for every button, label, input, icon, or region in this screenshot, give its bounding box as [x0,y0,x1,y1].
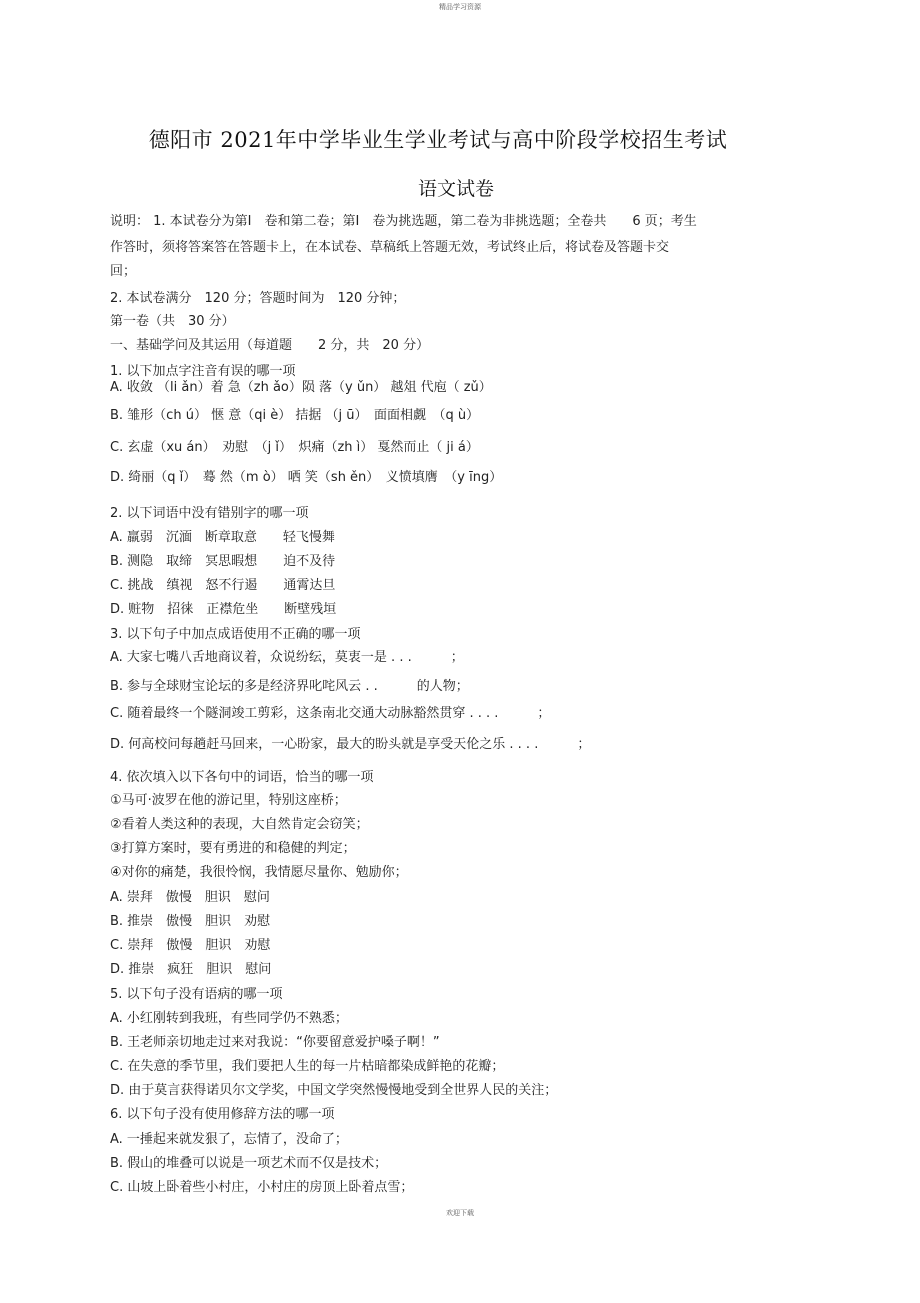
exam-line: ④对你的痛楚，我很怜悯，我情愿尽量你、勉励你； [110,865,408,880]
exam-line: 一、基础学问及其运用（每道题 2 分，共 20 分） [110,338,430,353]
exam-line: C. 挑战 缜视 怒不行遏 通霄达旦 [110,578,336,593]
exam-line: D. 赃物 招徕 正襟危坐 断壁残垣 [110,602,337,617]
exam-line: 第一卷（共 30 分） [110,314,235,329]
exam-line: 6. 以下句子没有使用修辞方法的哪一项 [110,1107,335,1122]
exam-line: D. 何高校问每趟赶马回来，一心盼家，最大的盼头就是享受天伦之乐 . . . . ； [110,737,591,752]
exam-line: C. 玄虚（xu án） 劝慰 （j ǐ） 炽痛（zh ì） 戛然而止（ ji á） [110,440,479,455]
exam-line: 作答时，须将答案答在答题卡上，在本试卷、草稿纸上答题无效，考试终止后，将试卷及答题卡交 [110,240,670,255]
page-footer: 欢迎下载 [446,1209,474,1217]
exam-line: ③打算方案时，要有勇进的和稳健的判定； [110,841,356,856]
exam-line: B. 假山的堆叠可以说是一项艺术而不仅是技术； [110,1156,388,1171]
exam-title: 德阳市 2021年中学毕业生学业考试与高中阶段学校招生考试 [148,128,728,152]
exam-subtitle: 语文试卷 [417,178,494,200]
exam-line: 1. 以下加点字注音有误的哪一项 [110,364,296,379]
exam-line: B. 推崇 傲慢 胆识 劝慰 [110,914,271,929]
exam-line: D. 绮丽（q ǐ） 蓦 然（m ò） 哂 笑（sh ěn） 义愤填膺 （y īng） [110,470,503,485]
exam-line: A. 崇拜 傲慢 胆识 慰问 [110,890,270,905]
exam-line: A. 羸弱 沉湎 断章取意 轻飞慢舞 [110,530,335,545]
exam-line: 说明： 1. 本试卷分为第Ⅰ 卷和第二卷；第Ⅰ 卷为挑选题，第二卷为非挑选题；全卷共 6 页；考生 [110,214,697,229]
exam-line: 2. 以下词语中没有错别字的哪一项 [110,506,309,521]
exam-line: C. 随着最终一个隧洞竣工剪彩，这条南北交通大动脉豁然贯穿 . . . . ； [110,706,551,721]
exam-line: A. 一捶起来就发狠了，忘情了，没命了； [110,1132,348,1147]
exam-line: B. 王老师亲切地走过来对我说：“你要留意爱护嗓子啊！” [110,1035,440,1050]
exam-line: D. 推崇 疯狂 胆识 慰问 [110,962,272,977]
exam-line: C. 山坡上卧着些小村庄，小村庄的房顶上卧着点雪； [110,1180,414,1195]
exam-line: A. 小红刚转到我班，有些同学仍不熟悉； [110,1011,348,1026]
exam-line: 4. 依次填入以下各句中的词语，恰当的哪一项 [110,770,374,785]
exam-line: C. 在失意的季节里，我们要把人生的每一片枯暗都染成鲜艳的花瓣； [110,1059,505,1074]
page-header: 精品学习资源 [439,3,481,11]
exam-line: B. 雏形（ch ú） 惬 意（qi è） 拮据 （j ū） 面面相觑 （q ù） [110,408,480,423]
exam-line: D. 由于莫言获得诺贝尔文学奖，中国文学突然慢慢地受到全世界人民的关注； [110,1083,558,1098]
exam-line: 5. 以下句子没有语病的哪一项 [110,987,283,1002]
exam-line: B. 参与全球财宝论坛的多是经济界叱咤风云 . . 的人物； [110,679,469,694]
exam-line: ①马可·波罗在他的游记里，特别这座桥； [110,793,347,808]
exam-line: ②看着人类这种的表现，大自然肯定会窃笑； [110,817,369,832]
exam-line: A. 收敛 （li ǎn）着 急（zh ǎo）陨 落（y ǔn） 越俎 代庖（ zǔ） [110,380,492,395]
exam-line: B. 测隐 取缔 冥思暇想 迫不及待 [110,554,336,569]
exam-line: A. 大家七嘴八舌地商议着，众说纷纭，莫衷一是 . . . ； [110,650,464,665]
exam-line: 2. 本试卷满分 120 分；答题时间为 120 分钟； [110,291,406,306]
exam-line: C. 崇拜 傲慢 胆识 劝慰 [110,938,271,953]
exam-line: 回； [110,264,137,279]
exam-line: 3. 以下句子中加点成语使用不正确的哪一项 [110,627,361,642]
